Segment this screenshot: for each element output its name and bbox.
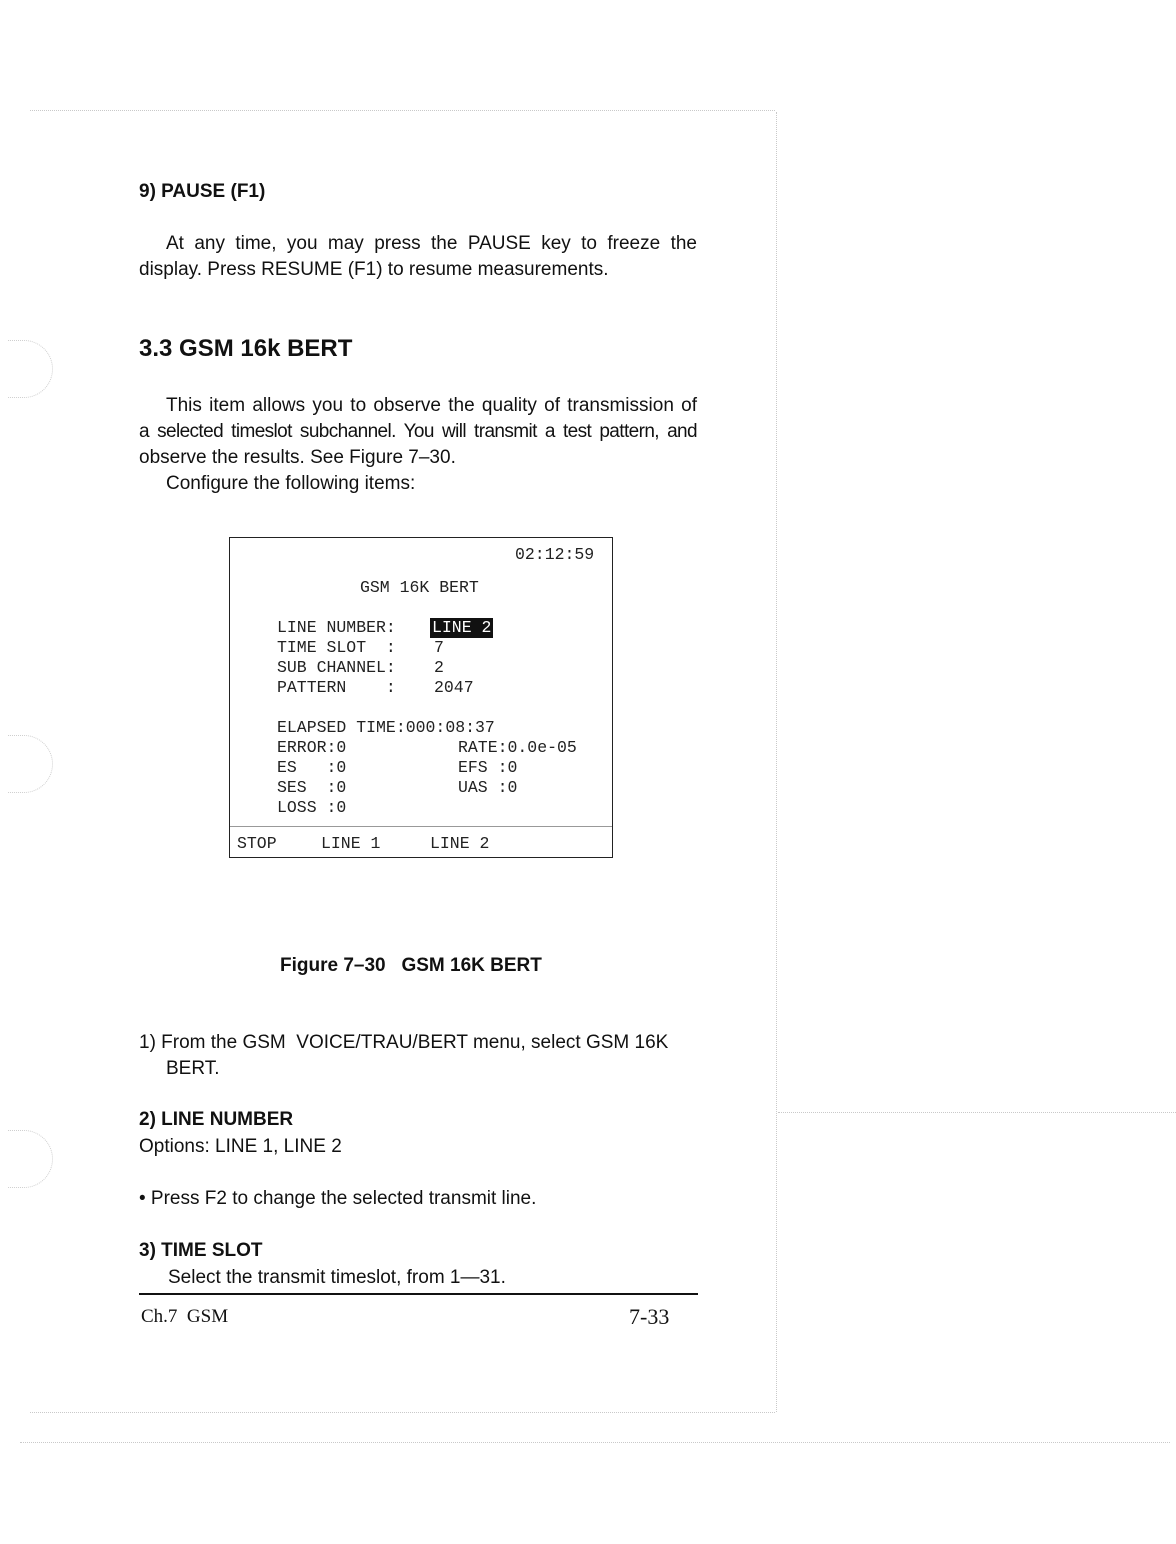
error-count: ERROR:0	[277, 738, 347, 757]
elapsed-time: ELAPSED TIME:000:08:37	[277, 718, 495, 737]
footer-rule	[139, 1293, 698, 1295]
screen-clock: 02:12:59	[515, 545, 595, 564]
softkey-line-2[interactable]: LINE 2	[430, 834, 490, 853]
step1-line2: BERT.	[166, 1058, 220, 1079]
scan-edge-bottom	[30, 1412, 775, 1413]
step3-text: Select the transmit timeslot, from 1—31.	[168, 1267, 506, 1288]
section-title: 3.3 GSM 16k BERT	[139, 335, 353, 362]
step2-heading: 2) LINE NUMBER	[139, 1109, 294, 1130]
pause-text-line1: At any time, you may press the PAUSE key to freeze the	[166, 233, 697, 254]
time-slot-label: TIME SLOT :	[277, 638, 396, 657]
step3-heading: 3) TIME SLOT	[139, 1240, 263, 1261]
pause-text-line2: display. Press RESUME (F1) to resume measurements.	[139, 259, 609, 280]
pattern-label: PATTERN :	[277, 678, 396, 697]
pause-heading: 9) PAUSE (F1)	[139, 181, 266, 202]
ses-count: SES :0	[277, 778, 347, 797]
figure-caption: Figure 7–30 GSM 16K BERT	[280, 955, 542, 976]
error-rate: RATE:0.0e-05	[458, 738, 577, 757]
bert-screen	[229, 537, 613, 858]
step2-options: Options: LINE 1, LINE 2	[139, 1136, 342, 1157]
line-number-label: LINE NUMBER:	[277, 618, 396, 637]
scan-edge-mid-right	[778, 1112, 1176, 1113]
efs-count: EFS :0	[458, 758, 518, 777]
section-paragraph-line2: a selected timeslot subchannel. You will transmit a test pattern, and	[139, 421, 697, 442]
screen-title: GSM 16K BERT	[360, 578, 479, 597]
scan-edge-top	[30, 110, 775, 111]
punch-hole-3	[8, 1130, 53, 1188]
uas-count: UAS :0	[458, 778, 518, 797]
section-paragraph-line4: Configure the following items:	[166, 473, 416, 494]
section-paragraph-line1: This item allows you to observe the quality of transmission of	[166, 395, 697, 416]
scan-edge-bottom-2	[20, 1442, 1170, 1443]
section-paragraph-line3: observe the results. See Figure 7–30.	[139, 447, 456, 468]
punch-hole-2	[8, 735, 53, 793]
softkey-line-1[interactable]: LINE 1	[321, 834, 381, 853]
loss-count: LOSS :0	[277, 798, 347, 817]
time-slot-value: 7	[434, 638, 444, 657]
step2-bullet: • Press F2 to change the selected transmit line.	[139, 1188, 537, 1209]
punch-hole-1	[8, 340, 53, 398]
softkey-stop[interactable]: STOP	[237, 834, 277, 853]
sub-channel-value: 2	[434, 658, 444, 677]
pattern-value: 2047	[434, 678, 474, 697]
sub-channel-label: SUB CHANNEL:	[277, 658, 396, 677]
scan-edge-right	[776, 112, 777, 1412]
page-number: 7-33	[629, 1304, 670, 1329]
softkey-divider	[230, 826, 612, 827]
es-count: ES :0	[277, 758, 347, 777]
step1-line1: 1) From the GSM VOICE/TRAU/BERT menu, select GSM 16K	[139, 1032, 669, 1053]
footer-chapter: Ch.7 GSM	[141, 1306, 229, 1327]
line-number-value: LINE 2	[432, 618, 492, 637]
